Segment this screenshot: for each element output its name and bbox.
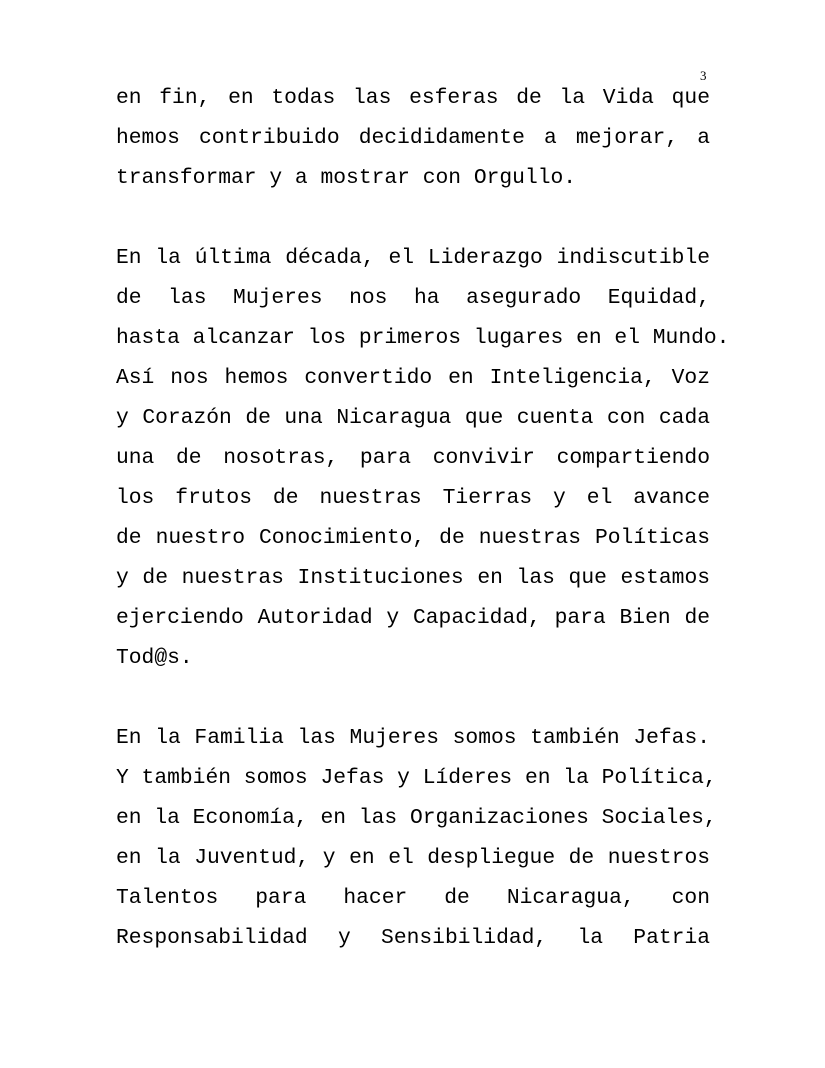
- text-line: hasta alcanzar los primeros lugares en el Mundo.: [116, 326, 730, 350]
- page-number: 3: [700, 68, 707, 83]
- text-line: Y también somos Jefas y Líderes en la Política,: [116, 766, 717, 790]
- paragraph-2: [116, 238, 730, 678]
- text-line: una de nosotras, para convivir compartiendo: [116, 446, 710, 470]
- text-line: en fin, en todas las esferas de la Vida que: [116, 86, 710, 110]
- text-line: En la última década, el Liderazgo indiscutible: [116, 246, 710, 270]
- paragraph-1: [116, 78, 710, 198]
- text-line: Responsabilidad y Sensibilidad, la Patria: [116, 926, 710, 950]
- text-line: En la Familia las Mujeres somos también Jefas.: [116, 726, 710, 750]
- text-line: de las Mujeres nos ha asegurado Equidad,: [116, 286, 710, 310]
- text-line: y Corazón de una Nicaragua que cuenta con cada: [116, 406, 710, 430]
- paragraph-3: [116, 718, 717, 958]
- text-line: transformar y a mostrar con Orgullo.: [116, 166, 577, 190]
- text-line: de nuestro Conocimiento, de nuestras Políticas: [116, 526, 710, 550]
- text-line: Así nos hemos convertido en Inteligencia, Voz: [116, 366, 710, 390]
- text-line: los frutos de nuestras Tierras y el avance: [116, 486, 710, 510]
- text-line: hemos contribuido decididamente a mejorar, a: [116, 126, 710, 150]
- body-text: [116, 78, 730, 998]
- text-line: en la Economía, en las Organizaciones Sociales,: [116, 806, 717, 830]
- text-line: Talentos para hacer de Nicaragua, con: [116, 886, 710, 910]
- text-line: Tod@s.: [116, 646, 193, 670]
- text-line: en la Juventud, y en el despliegue de nuestros: [116, 846, 710, 870]
- text-line: y de nuestras Instituciones en las que estamos: [116, 566, 710, 590]
- text-line: ejerciendo Autoridad y Capacidad, para Bien de: [116, 606, 710, 630]
